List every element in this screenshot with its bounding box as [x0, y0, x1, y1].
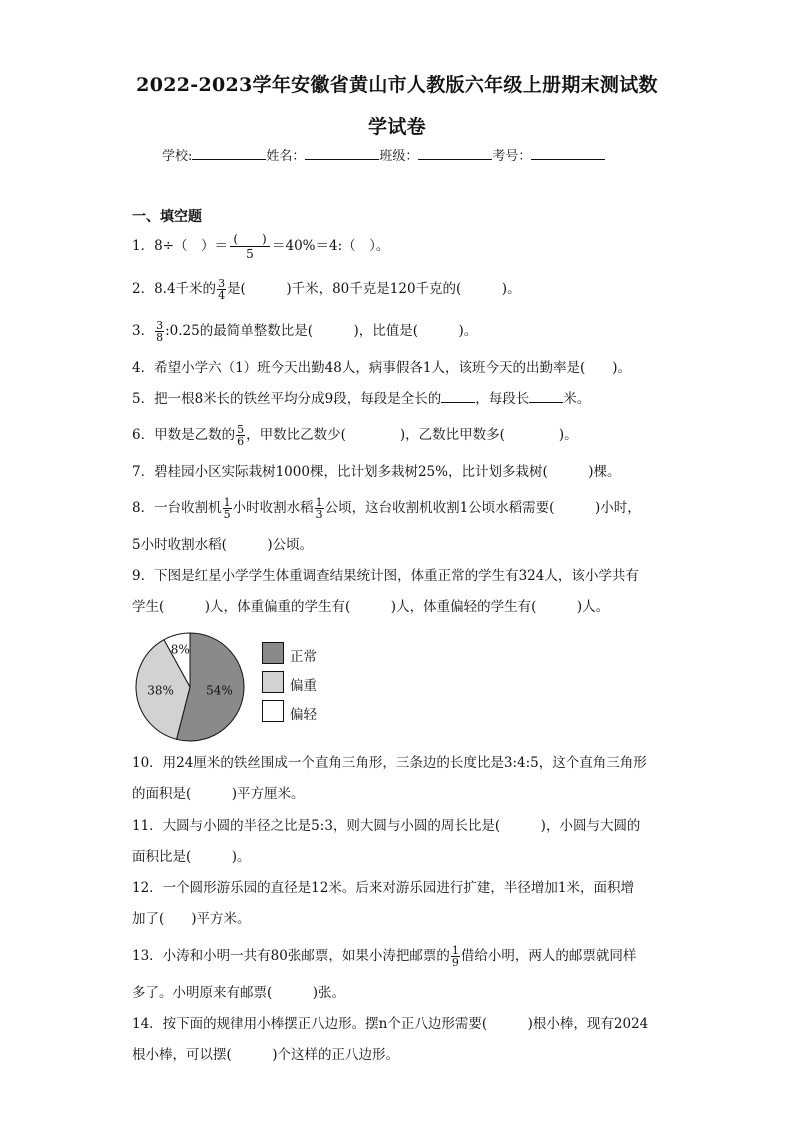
question-2: 2．8.4千米的 $\frac{3}{4}$ 是( )千米，80千克是120千克的( )。	[132, 277, 521, 302]
question-1: 1．8÷（ ）＝ $\frac{( )}{5}$ ＝40%＝4:（ ）。	[132, 232, 390, 261]
section-heading: 一、填空题	[132, 209, 202, 225]
class-label: 班级：	[379, 149, 419, 164]
legend-label-overweight: 偏重	[290, 678, 317, 694]
question-10-line2: 的面积是( )平方厘米。	[132, 786, 305, 802]
exam-no-field[interactable]	[531, 147, 605, 160]
question-3: 3． $\frac{3}{8}$ :0.25的最简单整数比是( )，比值是( )。	[132, 319, 478, 344]
question-14-line2: 根小棒，可以摆( )个这样的正八边形。	[132, 1047, 400, 1063]
question-14-line1: 14．按下面的规律用小棒摆正八边形。摆n个正八边形需要( )根小棒，现有2024	[132, 1016, 649, 1032]
question-10-line1: 10．用24厘米的铁丝围成一个直角三角形，三条边的长度比是3:4:5，这个直角三角形	[132, 755, 647, 771]
pie-chart-svg	[134, 629, 250, 745]
question-5: 5．把一根8米长的铁丝平均分成9段，每段是全长的 ，每段长 米。	[132, 391, 591, 407]
legend-label-normal: 正常	[290, 649, 317, 665]
legend-label-underweight: 偏轻	[290, 707, 317, 723]
question-9-line1: 9．下图是红星小学学生体重调查结果统计图，体重正常的学生有324人，该小学共有	[132, 568, 639, 584]
question-13-line2: 多了。小明原来有邮票( )张。	[132, 985, 346, 1001]
student-info-row	[162, 145, 605, 164]
pie-label-underweight: 8%	[170, 642, 190, 657]
fraction: $\frac{1}{5}$	[223, 496, 231, 521]
question-8-line1: 8．一台收割机 $\frac{1}{5}$ 小时收割水稻 $\frac{1}{3}$ 公顷，这台收割机收割1公顷水稻需要( )小时，	[132, 496, 641, 521]
question-12-line1: 12．一个圆形游乐园的直径是12米。后来对游乐园进行扩建，半径增加1米，面积增	[132, 880, 634, 896]
legend-swatch-overweight	[262, 671, 284, 693]
pie-label-normal: 54%	[206, 683, 233, 698]
name-label: 姓名：	[266, 149, 306, 164]
question-4: 4．希望小学六（1）班今天出勤48人，病事假各1人，该班今天的出勤率是( )。	[132, 360, 631, 376]
question-6: 6．甲数是乙数的 $\frac{5}{6}$ ，甲数比乙数少( )，乙数比甲数多( )。	[132, 423, 578, 448]
question-9-line2: 学生( )人，体重偏重的学生有( )人，体重偏轻的学生有( )人。	[132, 599, 610, 615]
page-title-line2: 学试卷	[368, 116, 426, 138]
fraction: $\frac{5}{6}$	[237, 423, 245, 448]
question-11-line2: 面积比是( )。	[132, 849, 251, 865]
question-13-line1: 13．小涛和小明一共有80张邮票，如果小涛把邮票的 $\frac{1}{9}$ 借给小明，两人的邮票就同样	[132, 944, 637, 969]
school-field[interactable]	[192, 147, 266, 160]
question-12-line2: 加了( )平方米。	[132, 911, 251, 927]
page-title-line1: 2022-2023学年安徽省黄山市人教版六年级上册期末测试数	[136, 74, 658, 96]
legend-swatch-underweight	[262, 700, 284, 722]
question-7: 7．碧桂园小区实际栽树1000棵，比计划多栽树25%，比计划多栽树( )棵。	[132, 464, 621, 480]
answer-blank[interactable]	[441, 389, 475, 403]
school-label: 学校:	[162, 149, 193, 164]
fraction: $\frac{( )}{5}$	[230, 232, 270, 261]
pie-label-overweight: 38%	[147, 683, 174, 698]
fraction: $\frac{3}{8}$	[156, 319, 164, 344]
question-8-line2: 5小时收割水稻( )公顷。	[132, 537, 314, 553]
fraction: $\frac{3}{4}$	[218, 277, 226, 302]
fraction: $\frac{1}{3}$	[315, 496, 323, 521]
legend-swatch-normal	[262, 642, 284, 664]
name-field[interactable]	[305, 147, 379, 160]
pie-chart	[132, 628, 332, 746]
question-11-line1: 11．大圆与小圆的半径之比是5:3，则大圆与小圆的周长比是( )，小圆与大圆的	[132, 818, 641, 834]
exam-no-label: 考号：	[492, 149, 532, 164]
answer-blank[interactable]	[529, 389, 563, 403]
fraction: $\frac{1}{9}$	[451, 944, 459, 969]
class-field[interactable]	[418, 147, 492, 160]
